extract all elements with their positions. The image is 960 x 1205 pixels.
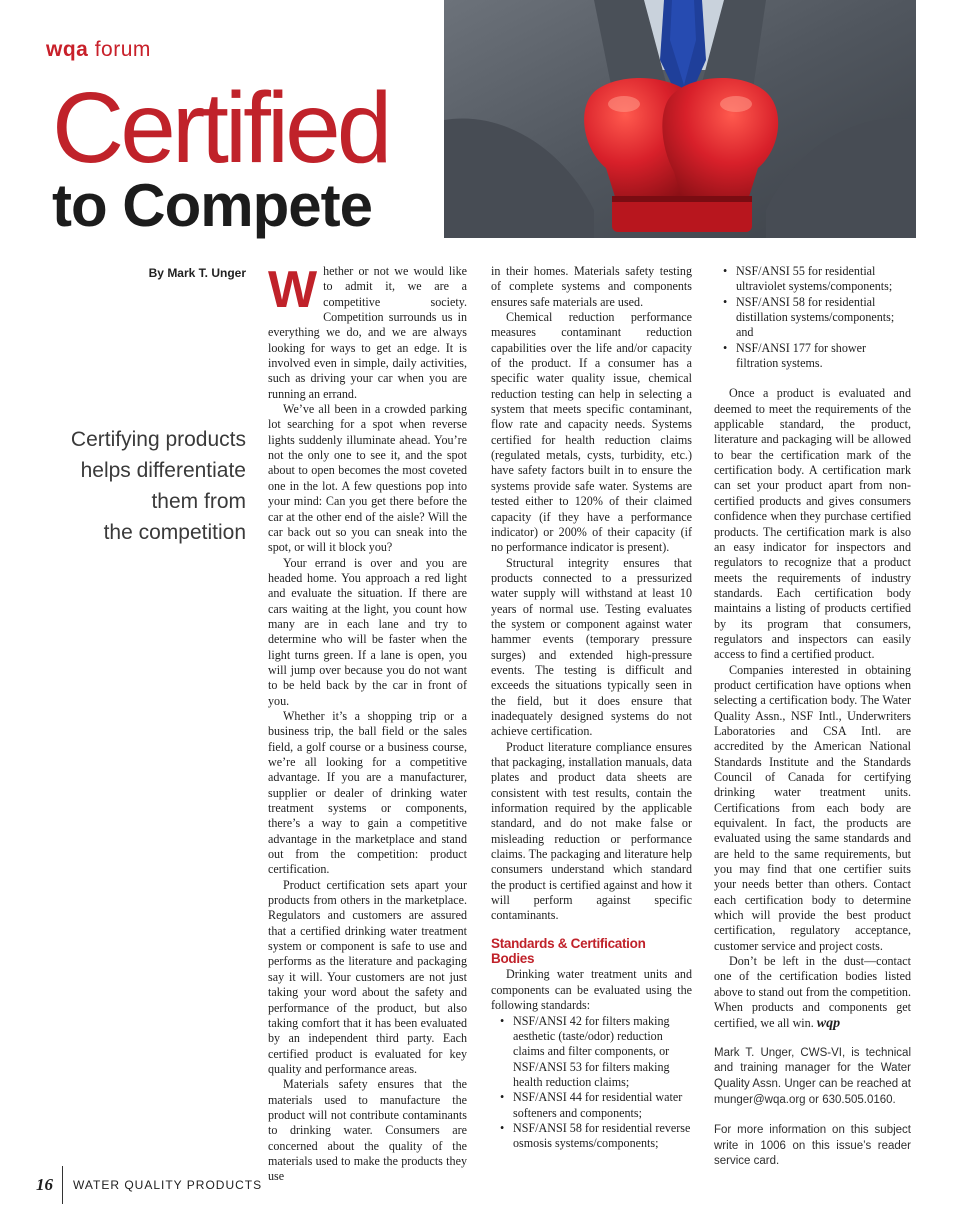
section-heading: Standards & Certification Bodies <box>491 935 646 967</box>
drop-cap: W <box>268 261 318 319</box>
end-mark: wqp <box>816 1015 841 1031</box>
article-paragraph <box>268 261 467 402</box>
article-paragraph: Structural integrity ensures that products connected to a pressurized water supply will withstand at least 10 years of normal use. Testing evaluates the system or component against water hammer events (temporary pressure surges) and extended high-pressure events. The testing is difficult and exceeds the situations typically seen in the field, but it does ensure that inadequately designed systems do not achieve certification. <box>491 555 692 739</box>
article-paragraph: Whether it’s a shopping trip or a business trip, the ball field or the sales field, a golf course or a business course, we’re all looking for a competitive advantage. If you are a manufacturer, supplier or dealer of drinking water treatment systems or components, there’s a way to gain a competitive advantage in the marketplace and stand out from the competition: product certification. <box>268 708 467 877</box>
article-paragraph: Materials safety ensures that the materials used to manufacture the product will not contribute contaminants to drinking water. Consumers are concerned about the quality of the materials used to make the products they use <box>268 1077 467 1184</box>
pull-quote-line: helps differentiate <box>80 459 246 482</box>
standards-list-item: • NSF/ANSI 58 for residential reverse osmosis systems/components; <box>491 1121 692 1152</box>
paragraph-text: hether or not we would like to admit it, we are a competitive society. Competition surrounds us in everything we do, and we are always looking for ways to get an edge. It is involved even in simple, daily activities, such as driving your car when you are running an errand. <box>268 264 467 401</box>
article-paragraph <box>714 954 911 1031</box>
article-paragraph: We’ve all been in a crowded parking lot searching for a spot when reverse lights suddenly illuminate ahead. You’re not the only one to see it, and the spot about to open becomes the most coveted one in the lot. A few questions pop into your mind: Can you get there before the car at the other end of the aisle? Will the car back out so you can sneak into the spot, or will it block you? <box>268 402 467 555</box>
pull-quote-line: the competition <box>103 521 246 544</box>
byline: By Mark T. Unger <box>148 266 246 280</box>
standards-list <box>491 1014 692 1152</box>
article-column-3 <box>714 264 911 1170</box>
standards-list-item: • NSF/ANSI 42 for filters making aesthetic (taste/odor) reduction claims and filter components, or NSF/ANSI 53 for filters making health reduction claims; <box>491 1014 692 1091</box>
spacer <box>714 371 911 386</box>
magazine-name: WATER QUALITY PRODUCTS <box>73 1178 263 1192</box>
pull-quote-line: them from <box>151 490 246 513</box>
author-bio: Mark T. Unger, CWS-VI, is technical and training manager for the Water Quality Assn. Unger can be reached at munger@wqa.org or 630.505.0160. <box>714 1046 911 1106</box>
article-paragraph: Drinking water treatment units and components can be evaluated using the following standards: <box>491 967 692 1013</box>
headline-line-1: Certified <box>52 72 389 184</box>
boxing-gloves-photo <box>444 0 916 238</box>
headline-line-2: to Compete <box>52 172 372 239</box>
article-paragraph: Product literature compliance ensures that packaging, installation manuals, data plates and product data sheets are consistent with test results, contain the information required by the applicable standard, and do not make false or misleading reduction or performance claims. The packaging and literature help consumers understand which standard the product is certified against and how it will perform against specific contaminants. <box>491 739 692 923</box>
article-paragraph: Product certification sets apart your products from others in the marketplace. Regulators and customers are assured that a certified drinking water treatment system or component is safe to use and performs as the literature and packaging say it will. Your customers are not just taking your word about the safety and performance of the product, but also taking comfort that it has been evaluated by an independent third party. Each certified product is evaluated for key quality and performance areas. <box>268 877 467 1076</box>
standards-list-item: • NSF/ANSI 58 for residential distillation systems/components; and <box>714 295 911 341</box>
article-paragraph: Chemical reduction performance measures contaminant reduction capabilities over the life and/or capacity of the product. If a consumer has a specific water quality issue, chemical reduction testing can help in selecting a system that meets specific contaminant, flow rate and capacity needs. Systems certified for health reduction claims (regulated metals, cysts, turbidity, etc.) have safety factors built in to ensure the systems provide safe water. Systems are tested either to 120% of their claimed capacity (if they have a performance indicator) or 200% of their capacity (if no performance indicator is present). <box>491 310 692 555</box>
article-paragraph: Once a product is evaluated and deemed to meet the requirements of the applicable standard, the product, literature and packaging will be allowed to bear the certification mark of the certification body. A certification mark can set your product apart from non-certified products and gives consumers confidence when they purchase certified products. The certification mark is also an easy indicator for inspectors and regulators to recognize that a product meets the requirements of industry standards. Each certification body maintains a listing of products certified by its program that consumers, regulators and inspectors can easily access to find a certified product. <box>714 386 911 662</box>
standards-list-item: • NSF/ANSI 44 for residential water softeners and components; <box>491 1090 692 1121</box>
page-number: 16 <box>36 1175 53 1194</box>
pull-quote-line: Certifying products <box>70 428 246 451</box>
footer-divider <box>62 1166 63 1204</box>
section-label-rest: forum <box>94 38 151 61</box>
section-label-bold: wqa <box>46 38 89 61</box>
spacer <box>714 1108 911 1123</box>
standards-list-item: • NSF/ANSI 177 for shower filtration systems. <box>714 341 911 372</box>
pull-quote <box>71 424 246 548</box>
article-paragraph: in their homes. Materials safety testing of complete systems and components ensures safe materials are used. <box>491 264 692 309</box>
spacer <box>714 1031 911 1046</box>
article-column-2 <box>491 264 692 1152</box>
standards-list-item: • NSF/ANSI 55 for residential ultraviolet systems/components; <box>714 264 911 295</box>
article-column-1 <box>268 261 467 1185</box>
article-paragraph: Companies interested in obtaining product certification have options when selecting a certification body. The Water Quality Assn., NSF Intl., Underwriters Laboratories and CSA Intl. are accredited by the American National Standards Institute and the Standards Council of Canada for certifying drinking water treatment units. Certifications from each body are equivalent. In fact, the products are evaluated using the same standards and are held to the same requirements, but you may find that one certifier suits your needs better than others. Contact each certification body to determine which will provide the best product certification, regulatory acceptance, customer service and project costs. <box>714 662 911 953</box>
paragraph-text: Don’t be left in the dust—contact one of the certification bodies listed above to stand out from the competition. When products and components get certified, we all win. <box>714 954 911 1030</box>
standards-list-continued <box>714 264 911 371</box>
article-paragraph: Your errand is over and you are headed home. You approach a red light and evaluate the situation. If there are cars waiting at the light, you count how many are in each lane and try to determine who will be faster when the light turns green. If a lane is open, you will jump over because you do not want to be held back by the car in front of you. <box>268 555 467 708</box>
reader-service-note: For more information on this subject write in 1006 on this issue’s reader service card. <box>714 1124 911 1168</box>
boxing-gloves-illustration <box>444 0 916 238</box>
page-footer <box>36 1166 262 1204</box>
section-label <box>46 38 151 62</box>
